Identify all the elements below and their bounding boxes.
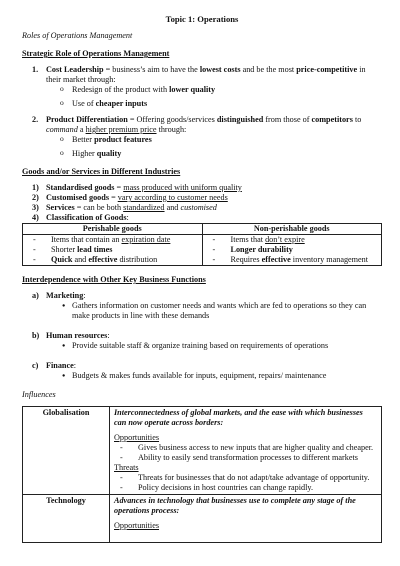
function-name: Human resources <box>46 331 108 340</box>
item-letter: a) <box>32 291 39 300</box>
text: to <box>352 115 362 124</box>
sub-list <box>46 135 382 159</box>
bold-text: lower quality <box>169 85 216 94</box>
text: : <box>176 506 180 515</box>
sub-item <box>60 149 382 159</box>
perishable-table <box>22 223 382 266</box>
list-item <box>27 255 198 265</box>
influence-lead <box>114 408 377 428</box>
text: : <box>220 418 224 427</box>
column-header: Perishable goods <box>23 224 203 235</box>
item-number: 2. <box>32 115 39 124</box>
list-item: - Threats for businesses that do not adapt/take advantage of opportunity. <box>114 473 377 483</box>
text: Better <box>72 135 95 144</box>
threats-label: Threats <box>114 463 139 472</box>
dash-list <box>114 443 377 463</box>
item-number: 3) <box>32 203 39 212</box>
text: = <box>114 183 124 192</box>
text: inventory management <box>290 255 369 264</box>
list-item: - Gives business access to new inputs that are higher quality and cheaper. <box>114 443 377 453</box>
text: Advances in technology that businesses use to complete any stage of the operations process <box>114 496 356 515</box>
bold-text: lowest costs <box>199 65 241 74</box>
table-row <box>23 235 382 266</box>
sub-item <box>60 85 382 95</box>
text: : <box>126 213 129 222</box>
influence-detail <box>110 407 382 495</box>
strategic-item-product-differentiation <box>22 115 382 159</box>
text: in their market through: <box>46 65 366 84</box>
item-number: 1) <box>32 183 39 192</box>
term: Customised goods <box>46 193 110 202</box>
bold-text: cheaper inputs <box>95 99 148 108</box>
function-name: Marketing <box>46 291 84 300</box>
influences-table <box>22 406 382 543</box>
text: and be the most <box>240 65 297 74</box>
text: distribution <box>117 255 158 264</box>
function-finance <box>22 361 382 371</box>
list-item: - Policy decisions in host countries can change rapidly. <box>114 483 377 493</box>
underlined-text: vary according to customer needs <box>117 193 228 202</box>
goods-item <box>22 193 382 203</box>
goods-list <box>22 183 382 223</box>
bullet-list <box>22 371 382 381</box>
function-marketing <box>22 291 382 301</box>
bullet-list <box>22 301 382 321</box>
text: = can be both <box>74 203 124 212</box>
underlined-text: standardized <box>123 203 165 212</box>
bold-text: Longer durability <box>230 245 293 254</box>
italic-text: command <box>46 125 78 134</box>
text: and <box>72 255 89 264</box>
table-cell <box>202 235 382 266</box>
bold-text: distinguished <box>216 115 264 124</box>
table-row <box>23 495 382 543</box>
influence-lead <box>114 496 377 516</box>
text: = business’s aim to have the <box>103 65 200 74</box>
table-row <box>23 407 382 495</box>
text: a <box>77 125 86 134</box>
influence-name: Globalisation <box>23 407 110 495</box>
item-letter: c) <box>32 361 39 370</box>
text: : <box>83 291 86 300</box>
term: Classification of Goods <box>46 213 127 222</box>
bold-text: product features <box>94 135 152 144</box>
list-item <box>27 245 198 255</box>
bold-text: competitors <box>311 115 353 124</box>
underlined-text: don’t expire <box>265 235 305 244</box>
dash-list <box>114 473 377 493</box>
text: and <box>164 203 181 212</box>
list-item <box>207 245 378 255</box>
item-number: 2) <box>32 193 39 202</box>
goods-item <box>22 213 382 223</box>
text: Use of <box>72 99 96 108</box>
bold-text: quality <box>96 149 122 158</box>
bold-text: price-competitive <box>296 65 358 74</box>
text: Higher <box>72 149 97 158</box>
list-item: - Ability to easily send transformation processes to different markets <box>114 453 377 463</box>
text: Interconnectedness of global markets, and the ease with which businesses can now operate across borders <box>114 408 363 427</box>
underlined-text: expiration date <box>121 235 171 244</box>
list-item <box>207 235 378 245</box>
sub-list <box>46 85 382 109</box>
text: Shorter <box>51 245 78 254</box>
text: from those of <box>263 115 312 124</box>
influence-detail <box>110 495 382 543</box>
bold-text: effective <box>88 255 118 264</box>
item-number: 1. <box>32 65 39 74</box>
item-number: 4) <box>32 213 39 222</box>
column-header: Non-perishable goods <box>202 224 382 235</box>
strategic-heading: Strategic Role of Operations Management <box>22 49 170 58</box>
list-item <box>207 255 378 265</box>
goods-heading: Goods and/or Services in Different Industries <box>22 167 181 176</box>
text: : <box>107 331 110 340</box>
underlined-text: higher premium price <box>85 125 157 134</box>
page-title: Topic 1: Operations <box>165 14 239 24</box>
bold-text: lead times <box>77 245 113 254</box>
text: : <box>73 361 77 370</box>
underlined-text: mass produced with uniform quality <box>123 183 242 192</box>
term: Cost Leadership <box>46 65 104 74</box>
function-human-resources <box>22 331 382 341</box>
bullet-item: ● Provide suitable staff & organize training based on requirements of operations <box>62 341 382 351</box>
interdependence-heading: Interdependence with Other Key Business Functions <box>22 275 206 284</box>
bullet-item: ● Gathers information on customer needs and wants which are fed to operations so they can make products in line with these demands <box>62 301 382 321</box>
bullet-list <box>22 341 382 351</box>
bullet-item: ● Budgets & makes funds available for inputs, equipment, repairs/ maintenance <box>62 371 382 381</box>
text: Redesign of the product with <box>72 85 170 94</box>
text: through: <box>156 125 187 134</box>
influences-heading: Influences <box>22 390 56 399</box>
bold-text: Quick <box>51 255 73 264</box>
strategic-item-cost-leadership <box>22 65 382 109</box>
table-cell <box>23 235 203 266</box>
item-letter: b) <box>32 331 40 340</box>
italic-text: customised <box>180 203 217 212</box>
strategic-list <box>22 65 382 159</box>
sub-item <box>60 99 382 109</box>
text: Items that contain an <box>51 235 122 244</box>
goods-item <box>22 203 382 213</box>
dash-list <box>27 235 198 265</box>
bold-text: effective <box>261 255 291 264</box>
function-name: Finance <box>46 361 74 370</box>
sub-item <box>60 135 382 145</box>
influence-name: Technology <box>23 495 110 543</box>
term: Product Differentiation <box>46 115 128 124</box>
text: Items that <box>230 235 266 244</box>
goods-item <box>22 183 382 193</box>
text: Requires <box>230 255 262 264</box>
table-header-row <box>23 224 382 235</box>
text: = <box>109 193 118 202</box>
roles-heading: Roles of Operations Management <box>22 31 133 40</box>
opportunities-label: Opportunities <box>114 521 160 530</box>
list-item <box>27 235 198 245</box>
text: = Offering goods/services <box>127 115 217 124</box>
term: Standardised goods <box>46 183 115 192</box>
term: Services <box>46 203 75 212</box>
opportunities-label: Opportunities <box>114 433 160 442</box>
dash-list <box>207 235 378 265</box>
